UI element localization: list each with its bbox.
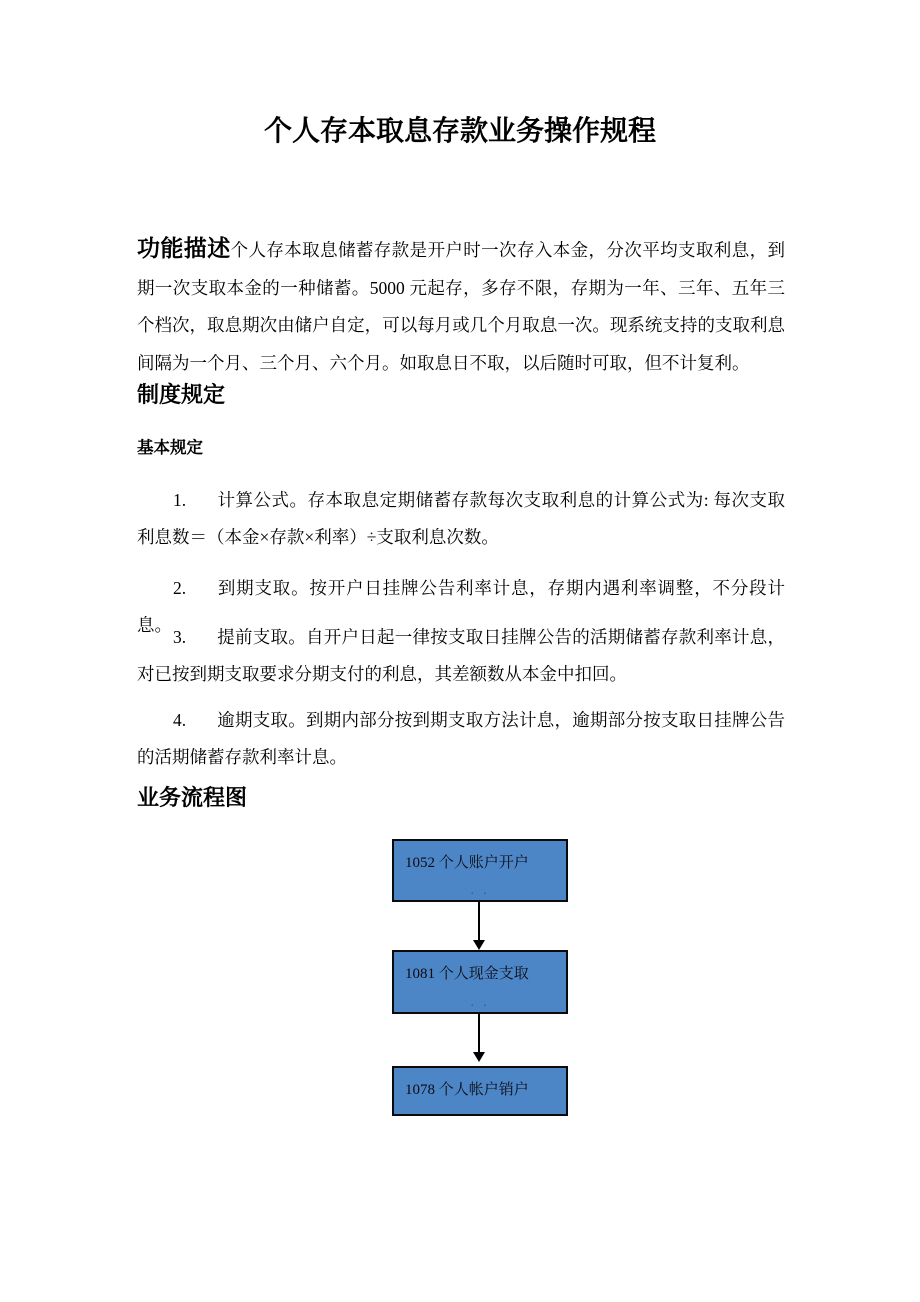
rule-item xyxy=(137,619,785,692)
flow-box-label: 1081 个人现金支取 xyxy=(405,966,529,982)
rule-number: 3. xyxy=(173,627,187,647)
rule-number: 1. xyxy=(173,490,187,510)
flow-box-faint-text: . . xyxy=(470,882,490,897)
rule-item xyxy=(137,702,785,775)
basic-rules-subheading: 基本规定 xyxy=(137,438,203,457)
flow-box-label: 1078 个人帐户销户 xyxy=(405,1082,529,1098)
flow-box-label: 1052 个人账户开户 xyxy=(405,855,529,871)
rule-text: 计算公式。存本取息定期储蓄存款每次支取利息的计算公式为: 每次支取利息数＝（本金×存款×利率）÷支取利息次数。 xyxy=(137,490,785,547)
flow-connector-line xyxy=(478,1014,480,1053)
flow-box-account-close xyxy=(392,1066,568,1116)
rule-number: 4. xyxy=(173,710,187,730)
document-title: 个人存本取息存款业务操作规程 xyxy=(263,116,656,147)
feature-text: 个人存本取息储蓄存款是开户时一次存入本金，分次平均支取利息，到期一次支取本金的一种储蓄。5000 元起存，多存不限，存期为一年、三年、五年三个档次，取息期次由储户自定，可以每月或几个月取息一次。现系统支持的支取利息间隔为一个月、三个月、六个月。如取息日不取，以后随时可取，但不计复利。 xyxy=(137,240,786,373)
rule-text: 提前支取。自开户日起一律按支取日挂牌公告的活期储蓄存款利率计息，对已按到期支取要求分期支付的利息，其差额数从本金中扣回。 xyxy=(137,627,785,684)
flow-box-account-open xyxy=(392,839,568,902)
rule-item xyxy=(137,482,785,555)
flow-box-cash-withdraw xyxy=(392,950,568,1014)
feature-paragraph xyxy=(137,230,785,382)
arrow-down-icon xyxy=(473,1052,485,1062)
rule-text: 逾期支取。到期内部分按到期支取方法计息，逾期部分按支取日挂牌公告的活期储蓄存款利率计息。 xyxy=(137,710,785,767)
rule-text: 到期支取。按开户日挂牌公告利率计息，存期内遇利率调整，不分段计息。 xyxy=(137,578,785,635)
rules-heading: 制度规定 xyxy=(137,382,226,407)
flow-connector-line xyxy=(478,902,480,941)
arrow-down-icon xyxy=(473,940,485,950)
flow-box-faint-text: . . xyxy=(470,994,490,1009)
flowchart-heading: 业务流程图 xyxy=(137,785,248,810)
rule-number: 2. xyxy=(173,578,187,598)
feature-heading: 功能描述 xyxy=(137,236,231,261)
